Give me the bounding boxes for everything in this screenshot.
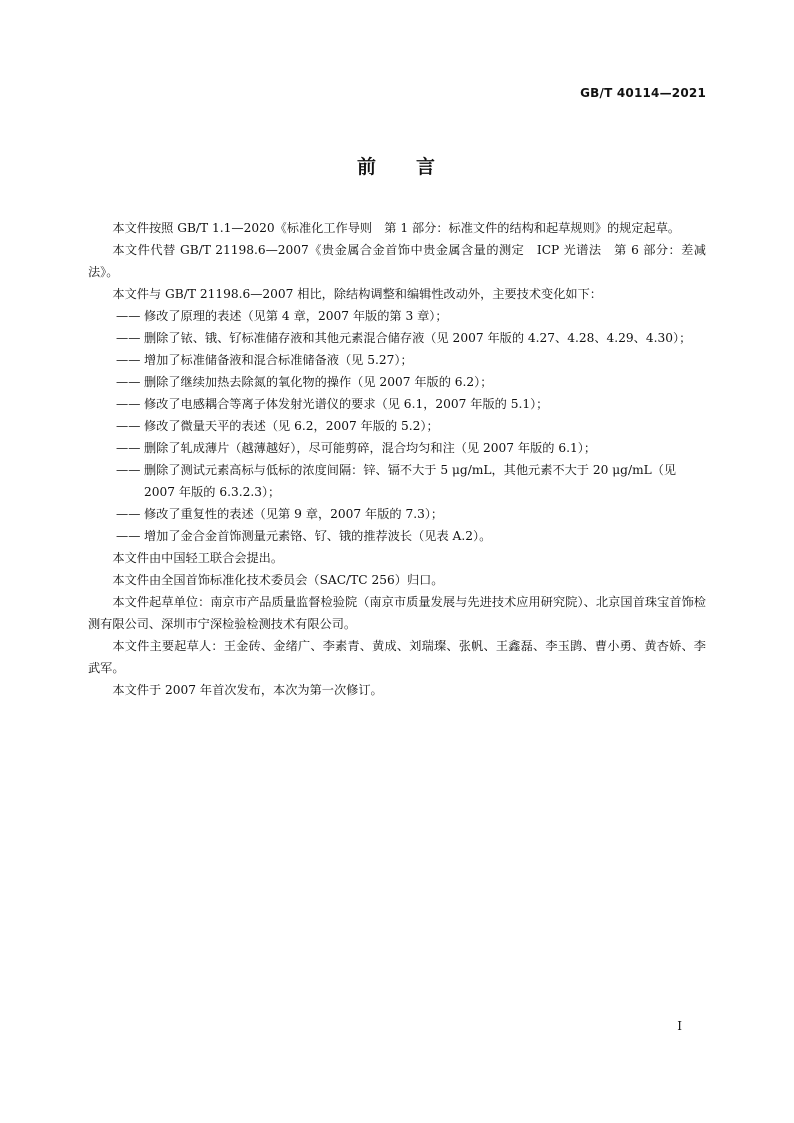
list-item: —— 修改了电感耦合等离子体发射光谱仪的要求（见 6.1，2007 年版的 5.1）； — [88, 393, 706, 415]
list-item: —— 删除了测试元素高标与低标的浓度间隔：锌、镉不大于 5 μg/mL，其他元素不大于 20 μg/mL（见 2007 年版的 6.3.2.3）； — [88, 459, 706, 503]
paragraph-drafting-rules: 本文件按照 GB/T 1.1—2020《标准化工作导则 第 1 部分：标准文件的结构和起草规则》的规定起草。 — [112, 221, 681, 235]
list-item: —— 增加了金合金首饰测量元素铬、钌、锇的推荐波长（见表 A.2）。 — [88, 525, 706, 547]
list-item: —— 修改了原理的表述（见第 4 章，2007 年版的第 3 章）； — [88, 305, 706, 327]
list-dash: —— — [116, 463, 141, 477]
page-title — [0, 152, 794, 179]
paragraph-history: 本文件于 2007 年首次发布，本次为第一次修订。 — [112, 683, 383, 697]
list-item: —— 删除了铱、锇、钌标准储存液和其他元素混合储存液（见 2007 年版的 4.27、4.28、4.29、4.30）； — [88, 327, 706, 349]
title-char-right: 言 — [416, 156, 438, 178]
list-dash: —— — [116, 309, 141, 323]
list-item: —— 修改了微量天平的表述（见 6.2，2007 年版的 5.2）； — [88, 415, 706, 437]
foreword-body — [88, 217, 706, 701]
list-dash: —— — [116, 353, 141, 367]
list-dash: —— — [116, 375, 141, 389]
list-dash: —— — [116, 419, 141, 433]
paragraph-changes-intro: 本文件与 GB/T 21198.6—2007 相比，除结构调整和编辑性改动外，主要技术变化如下： — [112, 287, 602, 301]
page-number: I — [677, 1019, 682, 1033]
list-item: —— 修改了重复性的表述（见第 9 章，2007 年版的 7.3）； — [88, 503, 706, 525]
changes-list — [88, 305, 706, 547]
list-dash: —— — [116, 331, 141, 345]
list-item: —— 删除了继续加热去除氮的氧化物的操作（见 2007 年版的 6.2）； — [88, 371, 706, 393]
paragraph-drafting-units: 本文件起草单位：南京市产品质量监督检验院（南京市质量发展与先进技术应用研究院）、北京国首珠宝首饰检测有限公司、深圳市宁深检验检测技术有限公司。 — [88, 595, 706, 631]
list-dash: —— — [116, 507, 141, 521]
paragraph-administered-by: 本文件由全国首饰标准化技术委员会（SAC/TC 256）归口。 — [112, 573, 444, 587]
paragraph-proposed-by: 本文件由中国轻工联合会提出。 — [112, 551, 284, 565]
list-dash: —— — [116, 441, 141, 455]
paragraph-replaces: 本文件代替 GB/T 21198.6—2007《贵金属合金首饰中贵金属含量的测定 ICP 光谱法 第 6 部分：差减法》。 — [88, 243, 706, 279]
standard-code: GB/T 40114—2021 — [580, 86, 706, 100]
list-item: —— 删除了轧成薄片（越薄越好），尽可能剪碎，混合均匀和注（见 2007 年版的 6.1）； — [88, 437, 706, 459]
paragraph-drafters: 本文件主要起草人：王金砖、金绪广、李素青、黄成、刘瑞璨、张帆、王鑫磊、李玉鹍、曹小勇、黄杏娇、李武军。 — [88, 639, 706, 675]
title-char-left: 前 — [356, 156, 378, 178]
list-item: —— 增加了标准储备液和混合标准储备液（见 5.27）； — [88, 349, 706, 371]
list-dash: —— — [116, 529, 141, 543]
list-dash: —— — [116, 397, 141, 411]
